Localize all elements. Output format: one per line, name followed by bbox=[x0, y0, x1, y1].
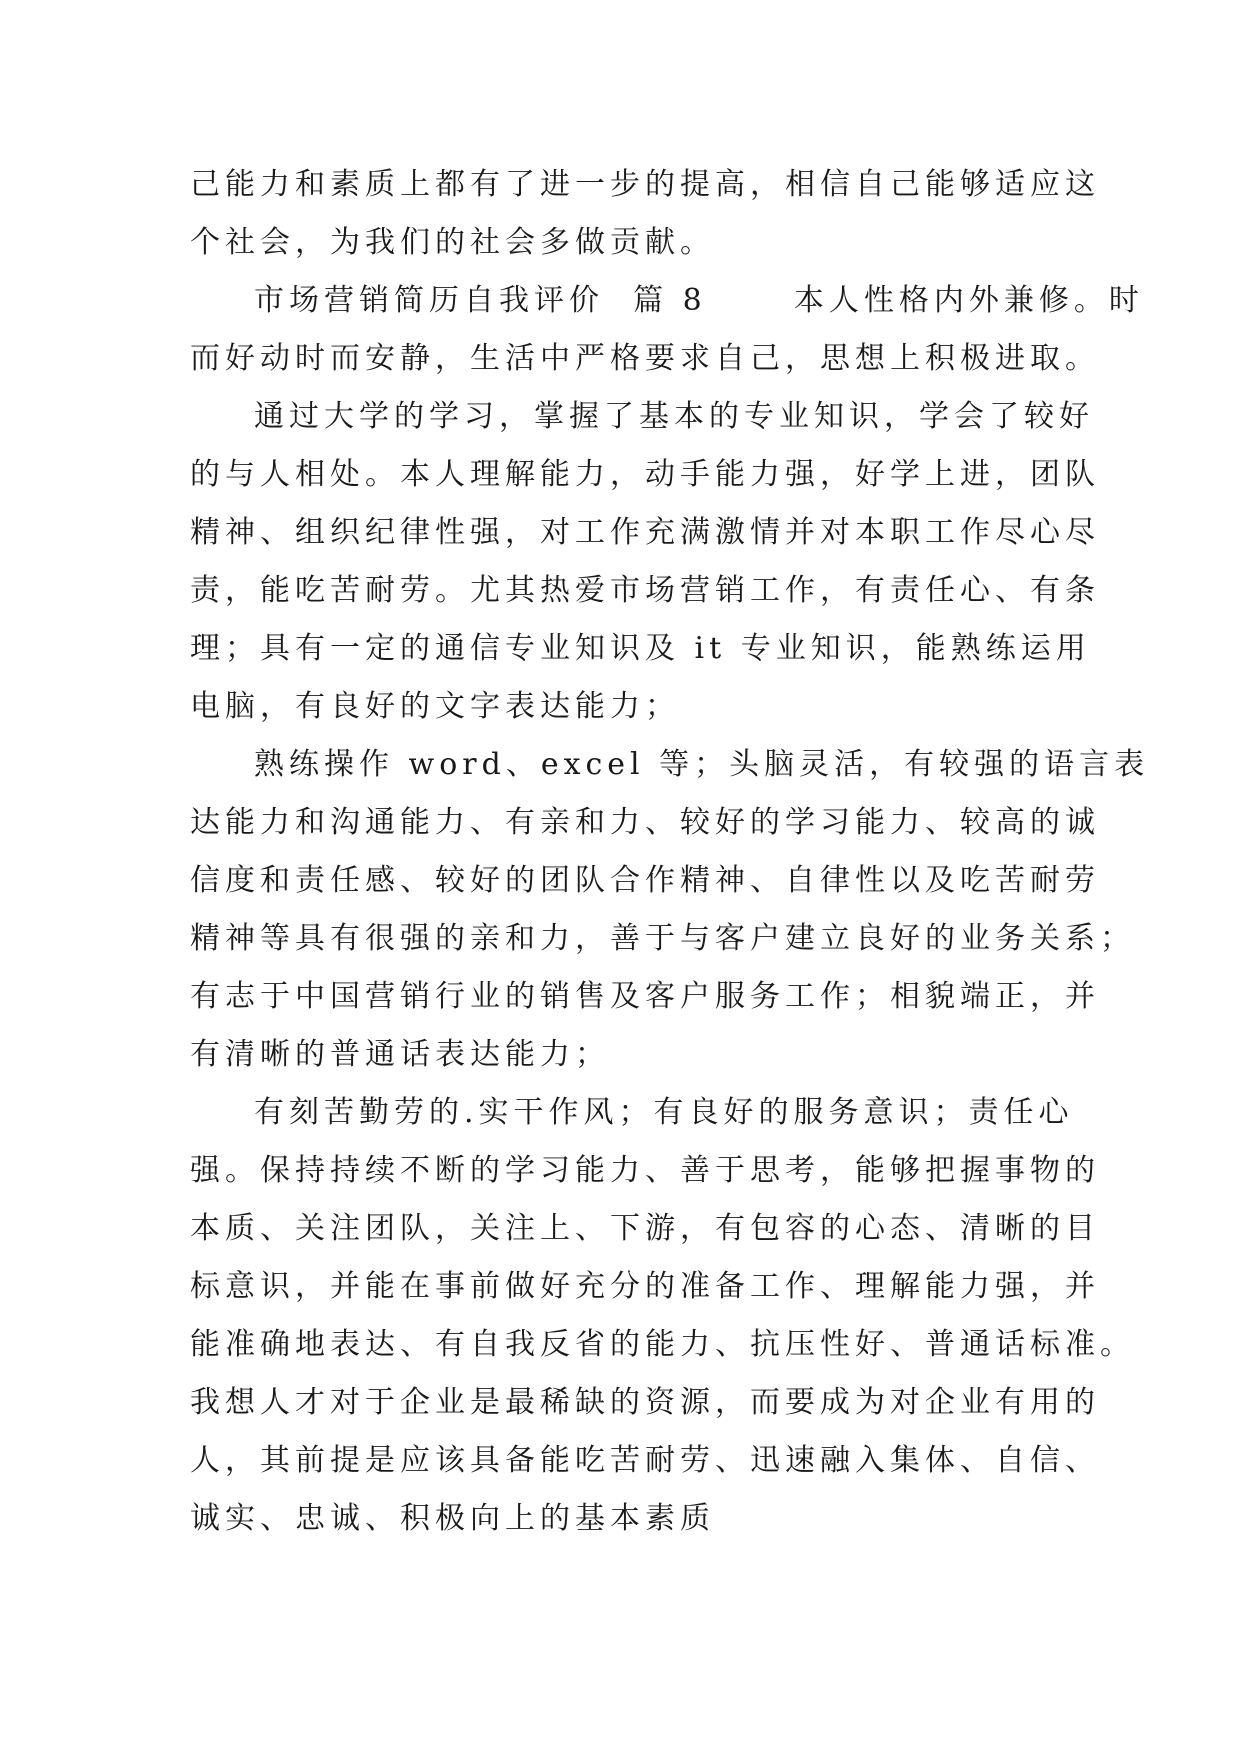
paragraph-start-line: 有刻苦勤劳的.实干作风；有良好的服务意识；责任心 bbox=[254, 1095, 1074, 1130]
text-line: 能准确地表达、有自我反省的能力、抗压性好、普通话标准。 bbox=[190, 1327, 1135, 1362]
paragraph-start-line: 通过大学的学习，掌握了基本的专业知识，学会了较好 bbox=[254, 399, 1094, 434]
text-line: 强。保持持续不断的学习能力、善于思考，能够把握事物的 bbox=[190, 1153, 1100, 1188]
section-heading-line: 市场营销简历自我评价 篇 8 本人性格内外兼修。时 bbox=[254, 283, 1144, 318]
text-line: 本质、关注团队，关注上、下游，有包容的心态、清晰的目 bbox=[190, 1211, 1100, 1246]
text-line: 电脑，有良好的文字表达能力； bbox=[190, 689, 680, 724]
text-line: 精神等具有很强的亲和力，善于与客户建立良好的业务关系； bbox=[190, 921, 1135, 956]
text-line: 有志于中国营销行业的销售及客户服务工作；相貌端正，并 bbox=[190, 979, 1100, 1014]
text-line: 精神、组织纪律性强，对工作充满激情并对本职工作尽心尽 bbox=[190, 515, 1100, 550]
text-line: 人，其前提是应该具备能吃苦耐劳、迅速融入集体、自信、 bbox=[190, 1443, 1100, 1478]
text-line: 责，能吃苦耐劳。尤其热爱市场营销工作，有责任心、有条 bbox=[190, 573, 1100, 608]
text-line: 标意识，并能在事前做好充分的准备工作、理解能力强，并 bbox=[190, 1269, 1100, 1304]
text-line: 的与人相处。本人理解能力，动手能力强，好学上进，团队 bbox=[190, 457, 1100, 492]
text-line: 而好动时而安静，生活中严格要求自己，思想上积极进取。 bbox=[190, 341, 1100, 376]
document-body bbox=[190, 156, 1150, 1548]
text-line: 达能力和沟通能力、有亲和力、较好的学习能力、较高的诚 bbox=[190, 805, 1100, 840]
text-line: 有清晰的普通话表达能力； bbox=[190, 1037, 610, 1072]
text-line: 诚实、忠诚、积极向上的基本素质 bbox=[190, 1501, 715, 1536]
text-line: 理；具有一定的通信专业知识及 it 专业知识，能熟练运用 bbox=[190, 631, 1091, 666]
paragraph-start-line: 熟练操作 word、excel 等；头脑灵活，有较强的语言表 bbox=[254, 747, 1150, 782]
text-line: 我想人才对于企业是最稀缺的资源，而要成为对企业有用的 bbox=[190, 1385, 1100, 1420]
text-line: 信度和责任感、较好的团队合作精神、自律性以及吃苦耐劳 bbox=[190, 863, 1100, 898]
text-line: 个社会，为我们的社会多做贡献。 bbox=[190, 225, 715, 260]
text-line: 己能力和素质上都有了进一步的提高，相信自己能够适应这 bbox=[190, 167, 1100, 202]
